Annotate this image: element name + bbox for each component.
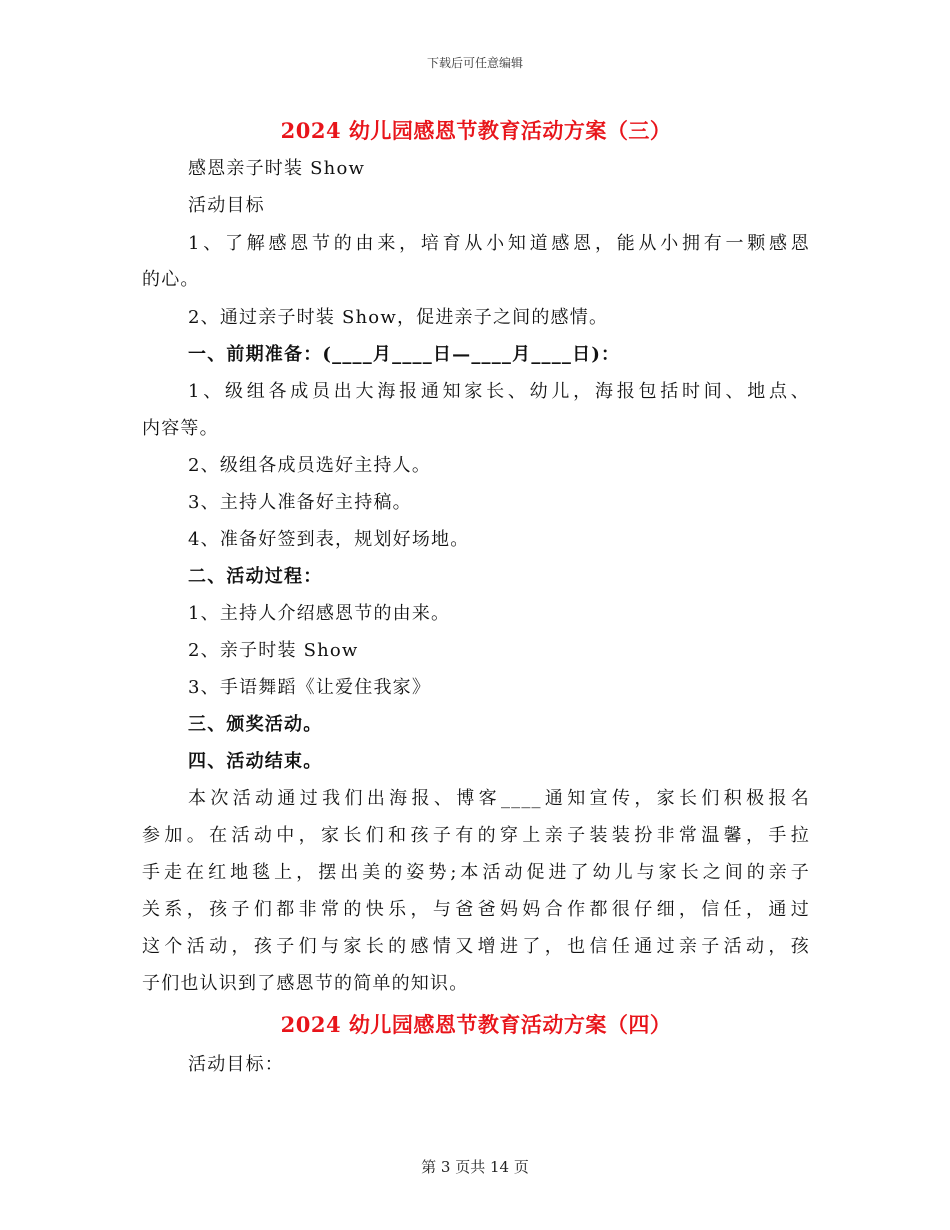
- prep-3: 3、主持人准备好主持稿。: [188, 492, 412, 513]
- goal-1-line-1: 1、了解感恩节的由来，培育从小知道感恩，能从小拥有一颗感恩: [188, 233, 810, 254]
- goal-2: 2、通过亲子时装 Show，促进亲子之间的感情。: [188, 307, 609, 328]
- summary-line-6: 子们也认识到了感恩节的简单的知识。: [142, 973, 469, 994]
- summary-line-3: 手走在红地毯上，摆出美的姿势;本活动促进了幼儿与家长之间的亲子: [142, 862, 810, 883]
- summary-line-2: 参加。在活动中，家长们和孩子有的穿上亲子装装扮非常温馨，手拉: [142, 825, 810, 846]
- prep-heading: 一、前期准备：(____月____日—____月____日)：: [188, 344, 621, 365]
- section-title-3: 2024 幼儿园感恩节教育活动方案（三）: [280, 118, 672, 143]
- section-title-4: 2024 幼儿园感恩节教育活动方案（四）: [280, 1012, 672, 1037]
- page-footer: 第 3 页共 14 页: [421, 1158, 529, 1176]
- section-4-goal-heading: 活动目标：: [188, 1054, 284, 1075]
- process-1: 1、主持人介绍感恩节的由来。: [188, 603, 451, 624]
- prep-1-line-1: 1、级组各成员出大海报通知家长、幼儿，海报包括时间、地点、: [188, 381, 810, 402]
- prep-1-line-2: 内容等。: [142, 418, 219, 439]
- process-3: 3、手语舞蹈《让爱住我家》: [188, 677, 432, 698]
- process-heading: 二、活动过程：: [188, 566, 323, 587]
- end-heading: 四、活动结束。: [188, 751, 323, 772]
- summary-line-1: 本次活动通过我们出海报、博客____通知宣传，家长们积极报名: [188, 788, 810, 809]
- process-2: 2、亲子时装 Show: [188, 640, 359, 661]
- prep-4: 4、准备好签到表，规划好场地。: [188, 529, 470, 550]
- summary-line-4: 关系，孩子们都非常的快乐，与爸爸妈妈合作都很仔细，信任，通过: [142, 899, 810, 920]
- prep-2: 2、级组各成员选好主持人。: [188, 455, 432, 476]
- summary-line-5: 这个活动，孩子们与家长的感情又增进了，也信任通过亲子活动，孩: [142, 936, 810, 957]
- goal-1-line-2: 的心。: [142, 269, 200, 290]
- subtitle: 感恩亲子时装 Show: [188, 158, 366, 179]
- award-heading: 三、颁奖活动。: [188, 714, 323, 735]
- goal-heading: 活动目标: [188, 195, 265, 216]
- page-header: 下载后可任意编辑: [426, 56, 523, 70]
